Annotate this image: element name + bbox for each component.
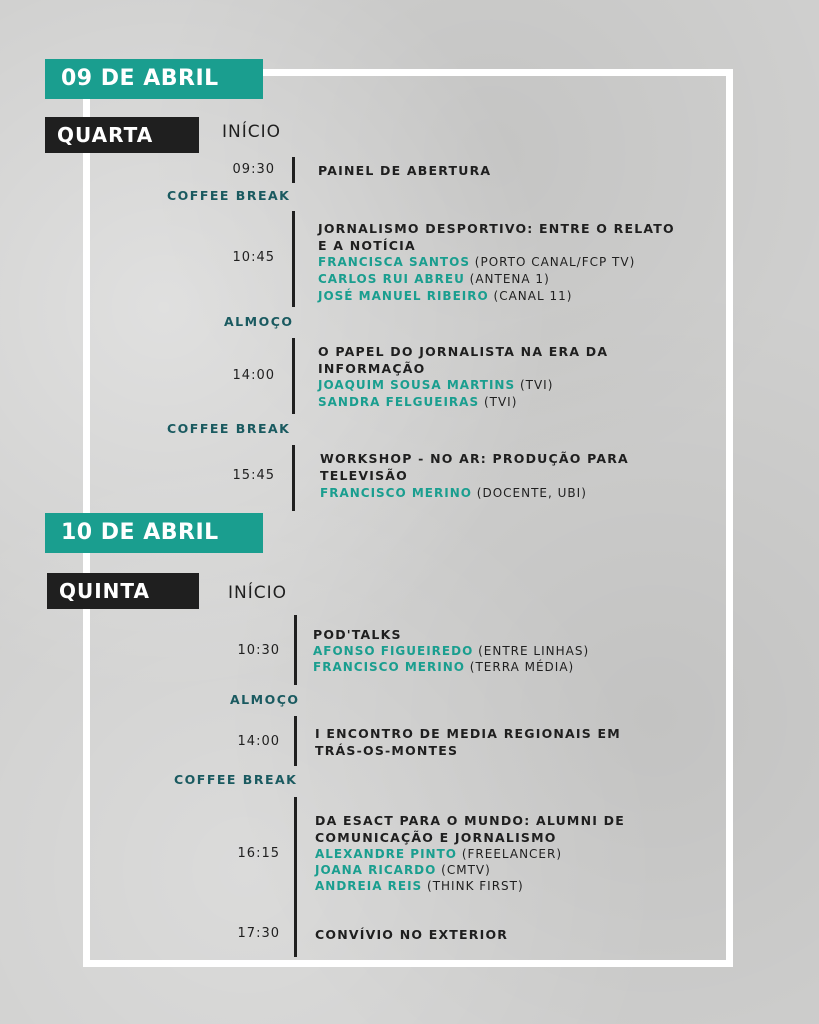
day1-weekday: QUARTA: [45, 117, 199, 153]
coffee-break-label: COFFEE BREAK: [167, 421, 291, 436]
speaker-line: FRANCISCO MERINO (DOCENTE, UBI): [320, 486, 587, 500]
coffee-break-label: COFFEE BREAK: [174, 772, 298, 787]
timeline-divider: [294, 716, 297, 766]
timeline-divider: [294, 797, 297, 957]
speaker-line: ALEXANDRE PINTO (FREELANCER): [315, 847, 563, 861]
speaker-line: CARLOS RUI ABREU (ANTENA 1): [318, 272, 550, 286]
session-time: 15:45: [232, 468, 275, 483]
session-time: 14:00: [237, 734, 280, 749]
speaker-line: JOAQUIM SOUSA MARTINS (TVI): [318, 378, 554, 392]
speaker-line: AFONSO FIGUEIREDO (ENTRE LINHAS): [313, 644, 590, 658]
session-time: 17:30: [237, 926, 280, 941]
speaker-line: JOANA RICARDO (CMTV): [315, 863, 491, 877]
timeline-divider: [292, 445, 295, 511]
speaker-line: JOSÉ MANUEL RIBEIRO (CANAL 11): [318, 289, 573, 303]
timeline-divider: [292, 338, 295, 414]
speaker-line: FRANCISCO MERINO (TERRA MÉDIA): [313, 660, 575, 674]
session-time: 16:15: [237, 846, 280, 861]
lunch-label: ALMOÇO: [230, 692, 300, 707]
day2-date: 10 DE ABRIL: [45, 513, 263, 553]
day2-weekday: QUINTA: [47, 573, 199, 609]
session-time: 09:30: [232, 162, 275, 177]
session-title: I ENCONTRO DE MEDIA REGIONAIS EM TRÁS-OS-MONTES: [315, 726, 621, 758]
session-title: DA ESACT PARA O MUNDO: ALUMNI DE COMUNICAÇÃO E JORNALISMO: [315, 813, 625, 845]
session-title: CONVÍVIO NO EXTERIOR: [315, 927, 509, 942]
timeline-divider: [292, 157, 295, 183]
session-time: 10:30: [237, 643, 280, 658]
day1-start-label: INÍCIO: [222, 122, 282, 142]
session-title: PAINEL DE ABERTURA: [318, 163, 492, 178]
day2-start-label: INÍCIO: [228, 583, 288, 603]
speaker-line: FRANCISCA SANTOS (PORTO CANAL/FCP TV): [318, 255, 636, 269]
coffee-break-label: COFFEE BREAK: [167, 188, 291, 203]
day1-date: 09 DE ABRIL: [45, 59, 263, 99]
session-title: POD'TALKS: [313, 627, 402, 642]
session-time: 10:45: [232, 250, 275, 265]
session-title: JORNALISMO DESPORTIVO: ENTRE O RELATO E A NOTÍCIA: [318, 221, 675, 253]
session-title: WORKSHOP - NO AR: PRODUÇÃO PARA TELEVISÃO: [320, 451, 629, 483]
speaker-line: ANDREIA REIS (THINK FIRST): [315, 879, 524, 893]
lunch-label: ALMOÇO: [224, 314, 294, 329]
speaker-line: SANDRA FELGUEIRAS (TVI): [318, 395, 518, 409]
session-time: 14:00: [232, 368, 275, 383]
timeline-divider: [294, 615, 297, 685]
session-title: O PAPEL DO JORNALISTA NA ERA DA INFORMAÇÃO: [318, 344, 609, 376]
timeline-divider: [292, 211, 295, 307]
